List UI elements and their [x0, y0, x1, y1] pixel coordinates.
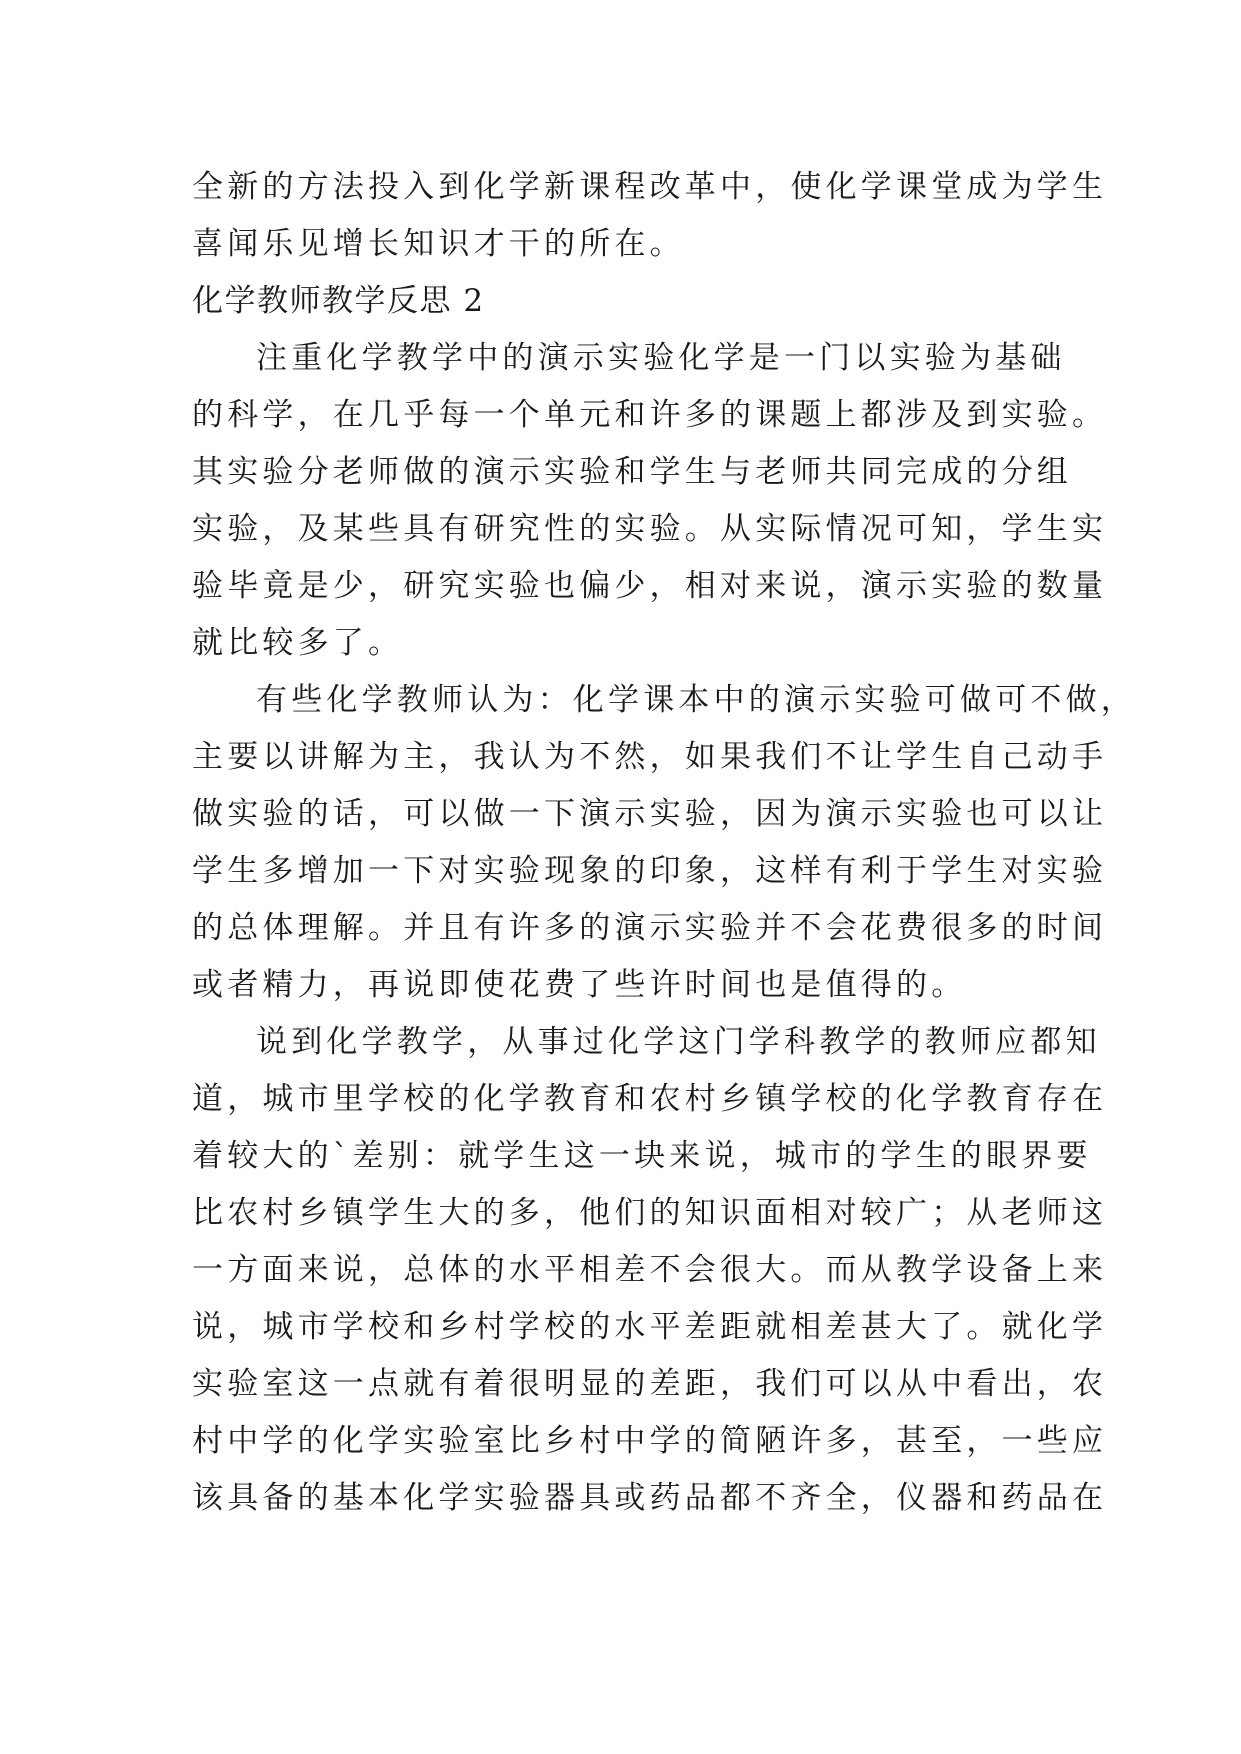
- paragraph-line: 其实验分老师做的演示实验和学生与老师共同完成的分组: [192, 454, 1072, 490]
- paragraph-line: 做实验的话，可以做一下演示实验，因为演示实验也可以让: [192, 796, 1108, 832]
- paragraph-line: 全新的方法投入到化学新课程改革中，使化学课堂成为学生: [192, 169, 1108, 205]
- paragraph-line: 的总体理解。并且有许多的演示实验并不会花费很多的时间: [192, 910, 1108, 946]
- paragraph-line: 说到化学教学，从事过化学这门学科教学的教师应都知: [256, 1024, 1101, 1060]
- paragraph-line: 一方面来说，总体的水平相差不会很大。而从教学设备上来: [192, 1252, 1108, 1288]
- paragraph-line: 实验，及某些具有研究性的实验。从实际情况可知，学生实: [192, 511, 1108, 547]
- paragraph-line: 验毕竟是少，研究实验也偏少，相对来说，演示实验的数量: [192, 568, 1108, 604]
- paragraph-line: 就比较多了。: [192, 625, 404, 661]
- paragraph-line: 主要以讲解为主，我认为不然，如果我们不让学生自己动手: [192, 739, 1108, 775]
- paragraph-line: 着较大的`差别：就学生这一块来说，城市的学生的眼界要: [192, 1138, 1092, 1174]
- paragraph-line: 道，城市里学校的化学教育和农村乡镇学校的化学教育存在: [192, 1081, 1108, 1117]
- paragraph-line: 注重化学教学中的演示实验化学是一门以实验为基础: [256, 340, 1066, 376]
- paragraph-line: 比农村乡镇学生大的多，他们的知识面相对较广；从老师这: [192, 1195, 1108, 1231]
- paragraph-line: 该具备的基本化学实验器具或药品都不齐全，仪器和药品在: [192, 1480, 1108, 1516]
- paragraph-line: 村中学的化学实验室比乡村中学的简陋许多，甚至，一些应: [192, 1423, 1108, 1459]
- paragraph-line: 说，城市学校和乡村学校的水平差距就相差甚大了。就化学: [192, 1309, 1108, 1345]
- paragraph-line: 实验室这一点就有着很明显的差距，我们可以从中看出，农: [192, 1366, 1108, 1402]
- paragraph-line: 有些化学教师认为：化学课本中的演示实验可做可不做，: [256, 682, 1136, 718]
- paragraph-line: 或者精力，再说即使花费了些许时间也是值得的。: [192, 967, 967, 1003]
- section-heading: 化学教师教学反思 2: [192, 283, 485, 319]
- paragraph-line: 学生多增加一下对实验现象的印象，这样有利于学生对实验: [192, 853, 1108, 889]
- paragraph-line: 喜闻乐见增长知识才干的所在。: [192, 226, 685, 262]
- paragraph-line: 的科学，在几乎每一个单元和许多的课题上都涉及到实验。: [192, 397, 1108, 433]
